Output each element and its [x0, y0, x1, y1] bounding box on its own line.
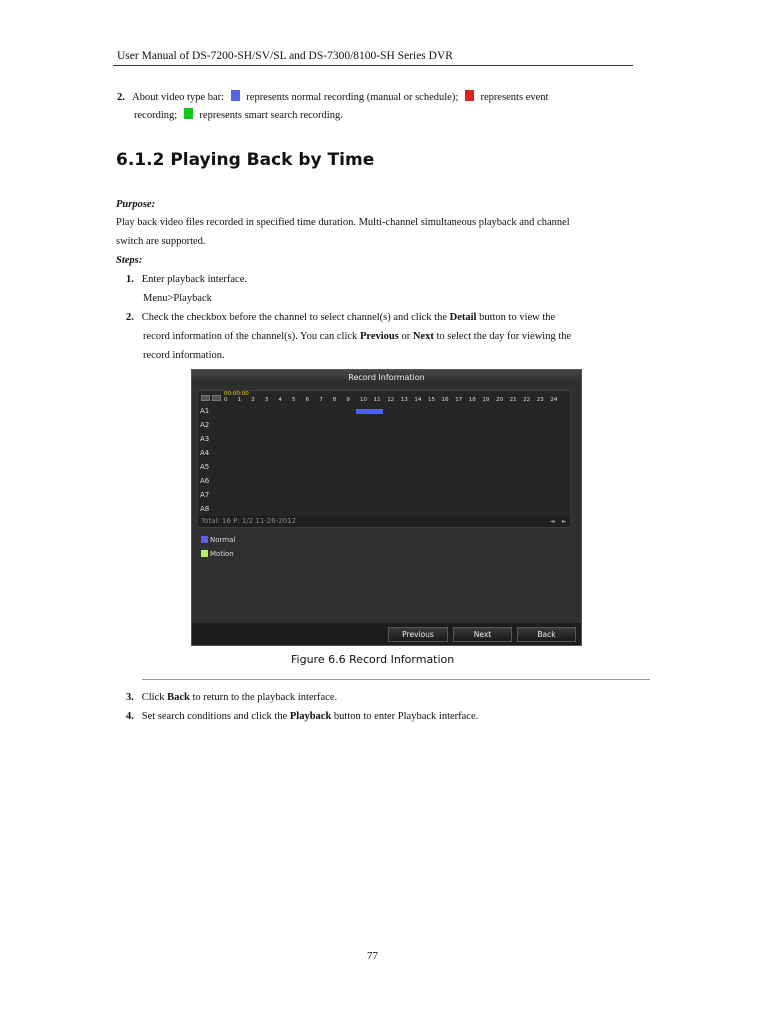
legend-motion [201, 550, 234, 558]
hour-tick: 18 [468, 397, 476, 403]
item-2-line-1 [117, 88, 548, 107]
step-1-number: 1. [126, 274, 134, 285]
step-2-previous: Previous [359, 331, 399, 342]
hour-tick: 11 [373, 397, 381, 403]
hour-tick: 17 [455, 397, 463, 403]
previous-button[interactable]: Previous [388, 627, 448, 642]
step-3-text-a: Click [141, 692, 168, 703]
step-2-text-d: record information of the channel(s). You can click [143, 331, 360, 342]
purpose-line-1: Play back video files recorded in specified time duration. Multi-channel simultaneous playback and channel [116, 217, 570, 228]
steps-label: Steps: [116, 255, 143, 266]
step-2-detail: Detail [449, 312, 477, 323]
window-footer [192, 623, 581, 645]
item-2-text-a: About video type bar: [132, 92, 225, 103]
step-1-sub: Menu>Playback [143, 293, 212, 304]
channel-label[interactable]: A3 [200, 435, 210, 443]
window-title: Record Information [192, 370, 581, 385]
hour-tick: 2 [251, 397, 255, 403]
step-2-text-h: to select the day for viewing the [433, 331, 572, 342]
channel-label[interactable]: A4 [200, 449, 210, 457]
header-rule [113, 65, 633, 66]
hour-tick: 3 [264, 397, 269, 403]
event-recording-swatch [465, 90, 474, 101]
hour-tick: 6 [305, 397, 310, 403]
page-number: 77 [367, 950, 378, 962]
channel-label[interactable]: A7 [200, 491, 210, 499]
motion-legend-swatch [201, 550, 208, 557]
purpose-label: Purpose: [116, 199, 156, 210]
step-4-text-c: button to enter Playback interface. [331, 711, 479, 722]
hour-tick: 13 [400, 397, 408, 403]
channel-label[interactable]: A2 [200, 421, 210, 429]
step-2-next: Next [412, 331, 434, 342]
normal-legend-swatch [201, 536, 208, 543]
section-heading: 6.1.2 Playing Back by Time [116, 150, 375, 170]
step-2-number: 2. [126, 312, 134, 323]
status-bar [198, 516, 570, 527]
legend-normal [201, 536, 235, 544]
step-2-line-2 [143, 327, 571, 346]
next-page-arrow[interactable]: ► [562, 518, 567, 525]
hour-tick: 12 [387, 397, 395, 403]
step-3-text-c: to return to the playback interface. [189, 692, 338, 703]
channel-label[interactable]: A1 [200, 407, 210, 415]
hour-tick: 10 [360, 397, 367, 403]
hour-tick: 0 [224, 397, 228, 403]
zoom-out-button[interactable] [201, 395, 210, 401]
step-4-text-a: Set search conditions and click the [141, 711, 290, 722]
smart-search-swatch [184, 108, 193, 119]
channel-label[interactable]: A6 [200, 477, 210, 485]
record-timeline-grid [197, 390, 571, 528]
step-2-line-3: record information. [143, 350, 225, 361]
prev-page-arrow[interactable]: ◄ [550, 518, 555, 525]
step-2-text-a: Check the checkbox before the channel to select channel(s) and click the [141, 312, 450, 323]
step-4 [126, 707, 478, 726]
hour-tick: 22 [523, 397, 531, 403]
item-2-text-b: represents normal recording (manual or schedule); [246, 92, 459, 103]
record-information-window [191, 369, 582, 646]
hour-tick: 7 [319, 397, 323, 403]
step-3-number: 3. [126, 692, 134, 703]
hour-tick: 24 [550, 397, 558, 403]
normal-recording-swatch [231, 90, 240, 101]
channel-label[interactable]: A8 [200, 505, 210, 513]
purpose-line-2: switch are supported. [116, 236, 206, 247]
zoom-in-button[interactable] [212, 395, 221, 401]
back-button[interactable]: Back [517, 627, 576, 642]
step-3-back: Back [167, 692, 190, 703]
step-4-number: 4. [126, 711, 134, 722]
motion-legend-label: Motion [210, 550, 234, 558]
timeline-clock: 00:00:00 [224, 391, 249, 397]
figure-caption: Figure 6.6 Record Information [291, 653, 455, 666]
hour-tick: 5 [292, 397, 296, 403]
hour-tick: 23 [536, 397, 544, 403]
normal-record-segment[interactable] [356, 409, 383, 414]
hour-tick: 8 [332, 397, 337, 403]
item-2-line-2 [134, 106, 343, 125]
hour-tick: 9 [346, 397, 350, 403]
hour-tick: 21 [509, 397, 517, 403]
step-2-text-c: button to view the [476, 312, 556, 323]
item-2-number: 2. [117, 92, 125, 103]
channel-label[interactable]: A5 [200, 463, 210, 471]
step-1-text: Enter playback interface. [141, 274, 247, 285]
status-text: Total: 16 P: 1/2 11-26-2012 [201, 517, 297, 525]
item-2-text-c: represents event [480, 92, 549, 103]
normal-legend-label: Normal [210, 536, 236, 544]
hour-tick: 19 [482, 397, 490, 403]
next-button[interactable]: Next [453, 627, 512, 642]
step-4-playback: Playback [289, 711, 332, 722]
hour-tick: 20 [496, 397, 503, 403]
step-3 [126, 688, 337, 707]
hour-tick: 4 [278, 397, 282, 403]
step-2-line-1 [126, 308, 555, 327]
hour-tick: 15 [428, 397, 435, 403]
hour-tick: 1 [237, 397, 242, 403]
item-2-text-e: represents smart search recording. [199, 110, 343, 121]
running-header: User Manual of DS-7200-SH/SV/SL and DS-7300/8100-SH Series DVR [117, 50, 453, 62]
caption-rule [142, 679, 650, 680]
hour-ticks [224, 391, 570, 405]
item-2-text-d: recording; [134, 110, 178, 121]
hour-tick: 14 [414, 397, 422, 403]
step-2-text-f: or [398, 331, 413, 342]
step-1 [126, 270, 247, 289]
hour-tick: 16 [441, 397, 449, 403]
